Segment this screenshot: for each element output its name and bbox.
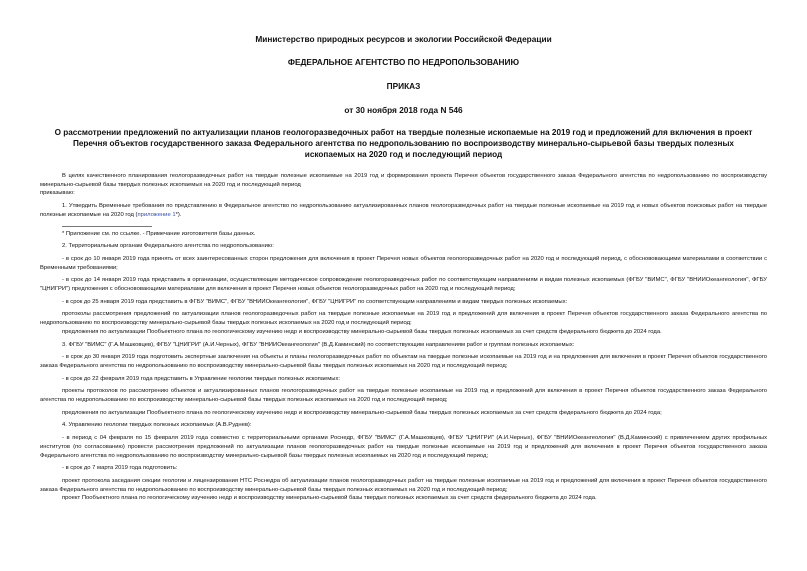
item-4-protocol-draft: проект протокола заседания секции геологии и лицензирования НТС Роснедра об актуализации планов геологоразведочных работ на твердые полезные ископаемые на 2019 год и предложений для включения в проект Перечня объектов государственного заказа Федерального агентства по недропользованию по воспроизводству минерально-сырьевой базы твердых полезных ископаемых на 2020 год и последующий период;: [40, 477, 767, 493]
item-3-paragraph: 3. ФГБУ "ВИМС" (Г.А.Машковцев), ФГБУ "ЦНИГРИ" (А.И.Черных), ФГБУ "ВНИИОкеангеология" (В.Д.Каминский) по соответствующим направлениям работ и группам полезных ископаемых:: [62, 341, 575, 348]
agency-name: ФЕДЕРАЛЬНОЕ АГЕНТСТВО ПО НЕДРОПОЛЬЗОВАНИЮ: [287, 57, 520, 67]
item-3-subitem-2: - в срок до 22 февраля 2019 года представить в Управление геологии твердых полезных ископаемых:: [62, 375, 341, 382]
document-body: [40, 172, 767, 503]
item-4-paragraph: 4. Управлению геологии твердых полезных ископаемых (А.В.Руднев):: [62, 422, 252, 429]
item-4-plan-draft: проект Пообъектного плана по геологическому изучению недр и воспроизводству минерально-сырьевой базы твердых полезных ископаемых за счет средств федерального бюджета до 2024 года.: [62, 495, 597, 502]
document-date: от 30 ноября 2018 года N 546: [344, 105, 463, 115]
item-2-plan-proposals: предложения по актуализации Пообъектного плана по геологическому изучению недр и воспроизводству минерально-сырьевой базы твердых полезных ископаемых за счет средств федерального бюджета до 2024 года.: [62, 328, 662, 335]
item-2-subitem-2: - в срок до 14 января 2019 года представить в организации, осуществляющие методическое сопровождение геологоразведочных работ по соответствующим направлениям и видам полезных ископаемых (ФГБУ "ВИМС", ФГБУ "ВНИИОкеангеология", ФГБУ "ЦНИГРИ") предложения с обоснововающими материалами для включения в проект Перечня новых объектов геологоразведочных работ на 2020 год и последующий период;: [40, 277, 767, 293]
item-2-subitem-3: - в срок до 25 января 2019 года представить в ФГБУ "ВИМС", ФГБУ "ВНИИОкеангеология", ФГБУ "ЦНИГРИ" по соответствующим направлениям и видам твердых полезных ископаемых:: [62, 298, 568, 305]
document-type: ПРИКАЗ: [386, 81, 421, 91]
item-3-protocol-drafts: проекты протоколов по рассмотрению объектов и актуализированных планов геологоразведочных работ на твердые полезные ископаемые на 2019 год и предложений для включения в проект Перечня объектов государственного заказа Федерального агентства по недропользованию по воспроизводству минерально-сырьевой базы твердых полезных ископаемых на 2020 год и последующий период;: [40, 388, 767, 404]
footnote: * Приложение см. по ссылке. - Примечание изготовителя базы данных.: [62, 230, 256, 237]
appendix-1-link[interactable]: приложение 1: [137, 211, 176, 218]
footnote-divider: [62, 226, 152, 227]
ministry-name: Министерство природных ресурсов и экологии Российской Федерации: [255, 34, 552, 44]
item-2-subitem-1: - в срок до 10 января 2019 года принять от всех заинтересованных сторон предложения для включения в проект Перечня новых объектов геологоразведочных работ на 2020 год и последующий период, с обоснововающими материалами в соответствии с Временными требованиями;: [40, 255, 767, 271]
document-title: О рассмотрении предложений по актуализации планов геологоразведочных работ на твердые полезные ископаемые на 2019 год и предложений для включения в проект Перечня объектов государственного заказа Федерального агентства по недропользованию по воспроизводству минерально-сырьевой базы твердых полезных ископаемых на 2020 год и последующий период: [54, 128, 753, 159]
item-1-end: *).: [175, 211, 182, 218]
preamble-paragraph: В целях качественного планирования геологоразведочных работ на твердые полезные ископаемые на 2019 год и формирования проекта Перечня объектов государственного заказа Федерального агентства по недропользованию по воспроизводству минерально-сырьевой базы твердых полезных ископаемых на 2020 год и последующий период: [40, 173, 767, 188]
item-1-paragraph: [40, 202, 767, 219]
item-4-subitem-2: - в срок до 7 марта 2019 года подготовить:: [62, 465, 178, 472]
item-1-text: 1. Утвердить Временные требования по представлению в Федеральное агентство по недропользованию актуализированных планов геологоразведочных работ на твердые полезные ископаемые на 2019 год и новых объектов поисковых работ на твердые полезные ископаемые на 2020 год (: [40, 203, 767, 218]
item-3-subitem-1: - в срок до 30 января 2019 года подготовить экспертные заключения на объекты и планы геологоразведочных работ по объектам на твердые полезные ископаемые на 2019 год и на предложения для включения в проект Перечня объектов государственного заказа Федерального агентства по недропользованию по воспроизводству минерально-сырьевой базы твердых полезных ископаемых на 2020 год и последующий период;: [40, 354, 767, 369]
item-4-subitem-1: - в период с 04 февраля по 15 февраля 2019 года совместно с территориальными органами Роснедр, ФГБУ "ВИМС" (Г.А.Машковцев), ФГБУ "ЦНИГРИ" (А.И.Черных), ФГБУ "ВНИИОкеангеология" (В.Д.Каминский) с привлечением других профильных институтов (по согласованию) провести рассмотрения предложений по актуализации планов геологоразведочных работ на твердые полезные ископаемые на 2019 год и предложений для включения в проект Перечня объектов государственного заказа Федерального агентства по недропользованию по воспроизводству минерально-сырьевой базы твердых полезных ископаемых на 2020 год и последующий период;: [40, 435, 767, 459]
item-2-protocols: протоколы рассмотрения предложений по актуализации планов геологоразведочных работ на твердые полезные ископаемые на 2019 год и предложений для включения в проект Перечня объектов государственного заказа Федерального агентства по недропользованию по воспроизводству минерально-сырьевой базы твердых полезных ископаемых на 2020 год и последующий период;: [40, 311, 767, 327]
order-word: приказываю:: [40, 190, 75, 197]
item-3-plan-proposals: предложения по актуализации Пообъектного плана по геологическому изучению недр и воспроизводству минерально-сырьевой базы твердых полезных ископаемых за счет средств федерального бюджета до 2024 года;: [62, 409, 662, 416]
item-2-paragraph: 2. Территориальным органам Федерального агентства по недропользованию:: [62, 243, 274, 250]
